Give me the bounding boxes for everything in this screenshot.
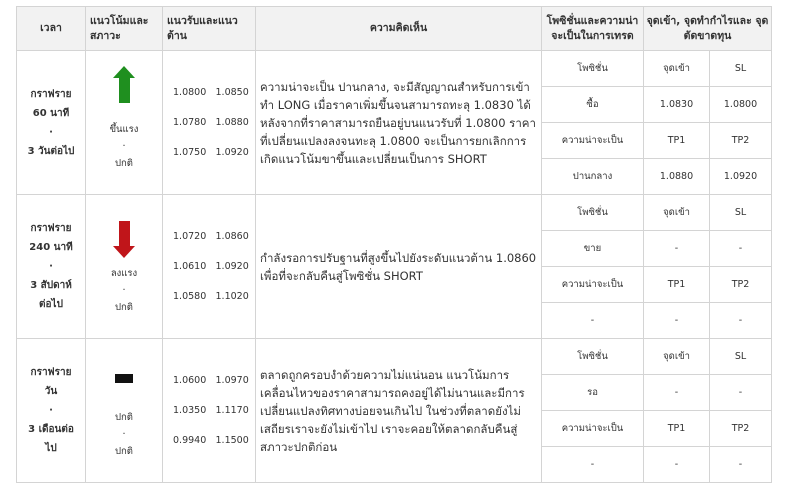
position-cell: รอ xyxy=(542,375,644,411)
support-level: 0.9940 xyxy=(173,434,207,446)
resistance-level: 1.0970 xyxy=(215,374,249,386)
timeframe-line: · xyxy=(49,126,53,138)
trend-label: ปกติ xyxy=(115,302,133,313)
entry-cell: 1.0880 xyxy=(644,159,710,195)
trend-label: ปกติ xyxy=(115,412,133,423)
timeframe-line: 60 นาที xyxy=(32,107,70,119)
exit-cell: SL xyxy=(710,195,772,231)
exit-cell: - xyxy=(710,447,772,483)
trend-label: · xyxy=(122,429,126,440)
header-entry-exit: จุดเข้า, จุดทำกำไรและ จุดตัดขาดทุน xyxy=(644,7,772,51)
timeframe-cell xyxy=(17,195,86,339)
timeframe-line: · xyxy=(49,405,53,416)
exit-cell: - xyxy=(710,375,772,411)
header-trend: แนวโน้มและ สภาวะ xyxy=(86,7,163,51)
timeframe-line: 3 วันต่อไป xyxy=(27,145,75,157)
position-cell: ขาย xyxy=(542,231,644,267)
exit-cell: TP2 xyxy=(710,267,772,303)
exit-cell: 1.0800 xyxy=(710,87,772,123)
entry-cell: - xyxy=(644,447,710,483)
trend-label: ปกติ xyxy=(115,158,133,169)
position-cell: ความน่าจะเป็น xyxy=(542,267,644,303)
support-resistance-cell xyxy=(163,195,256,339)
trend-label: ขึ้นแรง xyxy=(109,124,139,135)
timeframe-line: กราฟราย xyxy=(30,367,72,378)
timeframe-cell xyxy=(17,339,86,483)
entry-cell: TP1 xyxy=(644,267,710,303)
timeframe-line: 240 นาที xyxy=(29,242,73,253)
entry-cell: จุดเข้า xyxy=(644,339,710,375)
entry-cell: - xyxy=(644,303,710,339)
green-up-arrow-icon xyxy=(119,77,130,103)
trend-label: ปกติ xyxy=(115,446,133,457)
entry-cell: - xyxy=(644,375,710,411)
trend-cell xyxy=(86,195,163,339)
flat-dash-icon xyxy=(115,374,133,383)
header-time: เวลา xyxy=(17,7,86,51)
exit-cell: - xyxy=(710,231,772,267)
red-down-arrow-icon xyxy=(119,221,130,247)
comment-cell: กำลังรอการปรับฐานที่สูงขึ้นไปยังระดับแนวต้าน 1.0860 เพื่อที่จะกลับคืนสู่โพซิชั่น SHORT xyxy=(256,195,542,339)
support-level: 1.0750 xyxy=(173,146,207,158)
resistance-level: 1.0920 xyxy=(215,260,249,272)
comment-cell: ตลาดถูกครอบงำด้วยความไม่แน่นอน แนวโน้มการเคลื่อนไหวของราคาสามารถคงอยู่ได้ไม่นานและมีการเปลี่ยนแปลงทิศทางบ่อยจนเกินไป ในช่วงที่ตลาดยังไม่เสถียรเราจะยังไม่เข้าไป เราจะคอยให้ตลาดกลับคืนสู่สภาวะปกติก่อน xyxy=(256,339,542,483)
position-cell: ปานกลาง xyxy=(542,159,644,195)
support-level: 1.0610 xyxy=(173,260,207,272)
exit-cell: - xyxy=(710,303,772,339)
table-row xyxy=(17,339,772,375)
resistance-level: 1.1170 xyxy=(215,404,249,416)
entry-cell: - xyxy=(644,231,710,267)
support-level: 1.0580 xyxy=(173,290,207,302)
table-row xyxy=(17,51,772,87)
position-cell: - xyxy=(542,303,644,339)
comment-cell: ความน่าจะเป็น ปานกลาง, จะมีสัญญาณสำหรับการเข้าทำ LONG เมื่อราคาเพิ่มขึ้นจนสามารถทะลุ 1.0830 ได้หลังจากที่ราคาสามารถยืนอยู่บนแนวรับที่ 1.0800 ราคาที่เปลี่ยนแปลงลงจนทะลุ 1.0800 จะเป็นการยกเลิกการเกิดแนวโน้มขาขึ้นและเปลี่ยนเป็นการ SHORT xyxy=(256,51,542,195)
header-support-resistance: แนวรับและแนว ต้าน xyxy=(163,7,256,51)
position-cell: โพซิชั่น xyxy=(542,195,644,231)
support-level: 1.0780 xyxy=(173,116,207,128)
position-cell: ซื้อ xyxy=(542,87,644,123)
timeframe-line: กราฟราย xyxy=(30,88,72,100)
position-cell: โพซิชั่น xyxy=(542,51,644,87)
support-level: 1.0600 xyxy=(173,374,207,386)
entry-cell: จุดเข้า xyxy=(644,195,710,231)
timeframe-line: · xyxy=(49,261,53,272)
trend-label: · xyxy=(122,141,126,152)
support-level: 1.0350 xyxy=(173,404,207,416)
position-cell: ความน่าจะเป็น xyxy=(542,411,644,447)
header-comment: ความคิดเห็น xyxy=(256,7,542,51)
timeframe-line: กราฟราย xyxy=(30,223,72,234)
exit-cell: TP2 xyxy=(710,123,772,159)
support-resistance-cell xyxy=(163,339,256,483)
resistance-level: 1.0880 xyxy=(215,116,249,128)
exit-cell: SL xyxy=(710,339,772,375)
exit-cell: TP2 xyxy=(710,411,772,447)
entry-cell: TP1 xyxy=(644,411,710,447)
trend-label: · xyxy=(122,285,126,296)
resistance-level: 1.0860 xyxy=(215,230,249,242)
timeframe-line: ต่อไป xyxy=(39,299,63,310)
support-level: 1.0720 xyxy=(173,230,207,242)
resistance-level: 1.0850 xyxy=(215,86,249,98)
timeframe-line: ไป xyxy=(45,443,57,454)
timeframe-line: วัน xyxy=(44,386,58,397)
resistance-level: 1.1020 xyxy=(215,290,249,302)
header-row xyxy=(17,7,772,51)
position-cell: ความน่าจะเป็น xyxy=(542,123,644,159)
timeframe-cell xyxy=(17,51,86,195)
header-position: โพซิชั่นและความน่า จะเป็นในการเทรด xyxy=(542,7,644,51)
forecast-table xyxy=(16,6,772,483)
entry-cell: TP1 xyxy=(644,123,710,159)
trend-cell xyxy=(86,339,163,483)
trend-cell xyxy=(86,51,163,195)
resistance-level: 1.1500 xyxy=(215,434,249,446)
resistance-level: 1.0920 xyxy=(215,146,249,158)
position-cell: - xyxy=(542,447,644,483)
position-cell: โพซิชั่น xyxy=(542,339,644,375)
table-row xyxy=(17,195,772,231)
exit-cell: 1.0920 xyxy=(710,159,772,195)
entry-cell: จุดเข้า xyxy=(644,51,710,87)
trend-label: ลงแรง xyxy=(110,268,138,279)
support-level: 1.0800 xyxy=(173,86,207,98)
entry-cell: 1.0830 xyxy=(644,87,710,123)
exit-cell: SL xyxy=(710,51,772,87)
timeframe-line: 3 สัปดาห์ xyxy=(30,280,72,291)
support-resistance-cell xyxy=(163,51,256,195)
timeframe-line: 3 เดือนต่อ xyxy=(28,424,74,435)
